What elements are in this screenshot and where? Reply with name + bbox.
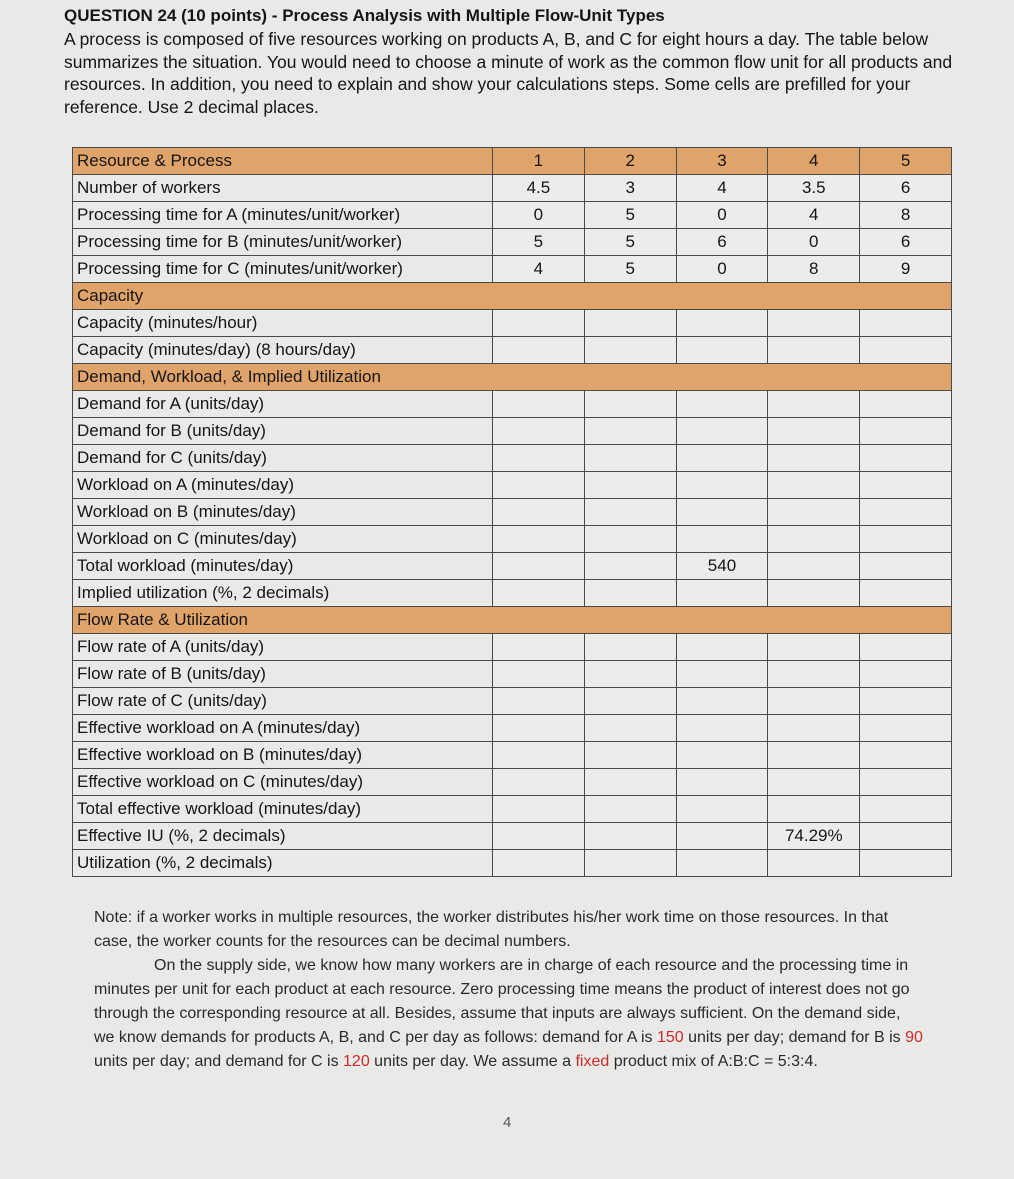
section-header-row — [73, 283, 952, 310]
input-cell[interactable] — [860, 823, 952, 850]
input-cell[interactable] — [860, 472, 952, 499]
table-cell: 5 — [584, 256, 676, 283]
table-row — [73, 850, 952, 877]
table-cell: 3.5 — [768, 175, 860, 202]
input-cell[interactable] — [768, 553, 860, 580]
input-cell[interactable] — [676, 769, 768, 796]
input-cell[interactable] — [676, 742, 768, 769]
table-row — [73, 202, 952, 229]
row-label: Number of workers — [73, 175, 493, 202]
section-header-row — [73, 364, 952, 391]
note-block — [94, 906, 924, 1074]
table-row — [73, 472, 952, 499]
input-cell[interactable] — [584, 634, 676, 661]
row-label: Processing time for A (minutes/unit/worker) — [73, 202, 493, 229]
table-row — [73, 256, 952, 283]
input-cell[interactable] — [768, 418, 860, 445]
input-cell[interactable] — [860, 850, 952, 877]
input-cell[interactable] — [768, 337, 860, 364]
table-row — [73, 229, 952, 256]
input-cell[interactable] — [860, 418, 952, 445]
input-cell[interactable] — [584, 742, 676, 769]
table-cell: 4.5 — [493, 175, 585, 202]
row-label: Total workload (minutes/day) — [73, 553, 493, 580]
input-cell[interactable] — [493, 445, 585, 472]
row-label: Effective workload on C (minutes/day) — [73, 769, 493, 796]
demand-a-value: 150 — [656, 1029, 684, 1046]
header-label: Resource & Process — [73, 148, 493, 175]
input-cell[interactable]: 540 — [676, 553, 768, 580]
row-label: Demand for C (units/day) — [73, 445, 493, 472]
table-cell: 0 — [493, 202, 585, 229]
input-cell[interactable] — [493, 580, 585, 607]
table-row — [73, 769, 952, 796]
input-cell[interactable] — [860, 688, 952, 715]
table-cell: 6 — [676, 229, 768, 256]
row-label: Flow rate of B (units/day) — [73, 661, 493, 688]
question-body: A process is composed of five resources working on products A, B, and C for eight hours a day. The table below summarizes the situation. You would need to choose a minute of work as the common flow unit for all products and resources. In addition, you need to explain and show your calculations steps. Some cells are prefilled for your reference. Use 2 decimal places. — [64, 29, 953, 117]
input-cell[interactable] — [768, 310, 860, 337]
input-cell[interactable] — [493, 310, 585, 337]
header-resource-5: 5 — [860, 148, 952, 175]
input-cell[interactable] — [768, 796, 860, 823]
row-label: Processing time for B (minutes/unit/worker) — [73, 229, 493, 256]
row-label: Implied utilization (%, 2 decimals) — [73, 580, 493, 607]
input-cell[interactable] — [768, 391, 860, 418]
table-cell: 3 — [584, 175, 676, 202]
input-cell[interactable] — [493, 499, 585, 526]
input-cell[interactable] — [768, 769, 860, 796]
table-cell: 8 — [768, 256, 860, 283]
input-cell[interactable] — [493, 688, 585, 715]
table-row — [73, 715, 952, 742]
input-cell[interactable] — [493, 634, 585, 661]
input-cell[interactable] — [676, 661, 768, 688]
input-cell[interactable] — [676, 688, 768, 715]
row-label: Workload on B (minutes/day) — [73, 499, 493, 526]
table-row — [73, 391, 952, 418]
row-label: Demand for A (units/day) — [73, 391, 493, 418]
input-cell[interactable] — [860, 391, 952, 418]
input-cell[interactable] — [584, 661, 676, 688]
table-row — [73, 580, 952, 607]
section-title: Capacity — [73, 283, 952, 310]
input-cell[interactable] — [860, 580, 952, 607]
table-row — [73, 796, 952, 823]
table-row — [73, 310, 952, 337]
table-cell: 5 — [584, 229, 676, 256]
input-cell[interactable] — [676, 472, 768, 499]
fixed-word: fixed — [575, 1053, 610, 1070]
table-cell: 6 — [860, 229, 952, 256]
input-cell[interactable] — [493, 526, 585, 553]
section-header-row — [73, 607, 952, 634]
row-label: Capacity (minutes/day) (8 hours/day) — [73, 337, 493, 364]
input-cell[interactable] — [768, 634, 860, 661]
demand-b-value: 90 — [905, 1029, 923, 1046]
input-cell[interactable] — [493, 418, 585, 445]
row-label: Effective workload on A (minutes/day) — [73, 715, 493, 742]
input-cell[interactable] — [860, 337, 952, 364]
input-cell[interactable] — [493, 391, 585, 418]
row-label: Workload on C (minutes/day) — [73, 526, 493, 553]
note-paragraph-2 — [94, 954, 924, 1074]
input-cell[interactable] — [584, 850, 676, 877]
row-label: Utilization (%, 2 decimals) — [73, 850, 493, 877]
input-cell[interactable] — [860, 634, 952, 661]
section-title: Demand, Workload, & Implied Utilization — [73, 364, 952, 391]
table-cell: 0 — [768, 229, 860, 256]
table-row — [73, 418, 952, 445]
input-cell[interactable] — [584, 553, 676, 580]
input-cell[interactable] — [676, 715, 768, 742]
table-row — [73, 661, 952, 688]
input-cell[interactable] — [676, 580, 768, 607]
row-label: Demand for B (units/day) — [73, 418, 493, 445]
table-row — [73, 634, 952, 661]
input-cell[interactable] — [676, 310, 768, 337]
note-text: units per day. We assume a — [369, 1053, 576, 1070]
input-cell[interactable] — [676, 337, 768, 364]
input-cell[interactable] — [584, 499, 676, 526]
input-cell[interactable] — [768, 850, 860, 877]
section-title: Flow Rate & Utilization — [73, 607, 952, 634]
input-cell[interactable] — [676, 850, 768, 877]
row-label: Capacity (minutes/hour) — [73, 310, 493, 337]
input-cell[interactable] — [493, 850, 585, 877]
table-row — [73, 175, 952, 202]
input-cell[interactable] — [676, 796, 768, 823]
row-label: Flow rate of C (units/day) — [73, 688, 493, 715]
input-cell[interactable] — [584, 526, 676, 553]
input-cell[interactable] — [584, 337, 676, 364]
table-row — [73, 499, 952, 526]
note-text: product mix of A:B:C = 5:3:4. — [609, 1053, 818, 1070]
table-row — [73, 445, 952, 472]
table-cell: 0 — [676, 202, 768, 229]
header-resource-4: 4 — [768, 148, 860, 175]
row-label: Effective workload on B (minutes/day) — [73, 742, 493, 769]
input-cell[interactable] — [860, 499, 952, 526]
input-cell[interactable] — [584, 391, 676, 418]
page-number: 4 — [503, 1114, 512, 1131]
input-cell[interactable] — [676, 499, 768, 526]
input-cell[interactable] — [584, 418, 676, 445]
row-label: Flow rate of A (units/day) — [73, 634, 493, 661]
input-cell[interactable] — [860, 445, 952, 472]
input-cell[interactable] — [860, 661, 952, 688]
question-title: QUESTION 24 (10 points) - Process Analysis with Multiple Flow-Unit Types — [64, 6, 665, 25]
table-cell: 6 — [860, 175, 952, 202]
note-text: units per day; and demand for C is — [94, 1053, 344, 1070]
input-cell[interactable] — [493, 742, 585, 769]
row-label: Workload on A (minutes/day) — [73, 472, 493, 499]
row-label: Processing time for C (minutes/unit/worker) — [73, 256, 493, 283]
table-cell: 5 — [584, 202, 676, 229]
table-row — [73, 526, 952, 553]
input-cell[interactable] — [493, 337, 585, 364]
input-cell[interactable] — [676, 634, 768, 661]
input-cell[interactable] — [768, 688, 860, 715]
table-cell: 4 — [676, 175, 768, 202]
input-cell[interactable] — [584, 823, 676, 850]
input-cell[interactable] — [676, 418, 768, 445]
input-cell[interactable] — [860, 769, 952, 796]
input-cell[interactable] — [493, 823, 585, 850]
input-cell[interactable] — [768, 445, 860, 472]
input-cell[interactable] — [768, 526, 860, 553]
row-label: Total effective workload (minutes/day) — [73, 796, 493, 823]
input-cell[interactable] — [860, 796, 952, 823]
note-text: On the supply side, we know how many workers are in charge of each resource and the processing time in minutes per unit for each product at each resource. Zero processing time means the product of interest does not go through the corresponding resource at all. Besides, assume that inputs are always sufficient. On the demand side, we know demands for products A, B, and C per day as follows: demand for A is — [94, 957, 910, 1046]
table-cell: 5 — [493, 229, 585, 256]
input-cell[interactable] — [860, 310, 952, 337]
table-cell: 9 — [860, 256, 952, 283]
table-row — [73, 688, 952, 715]
table-row — [73, 823, 952, 850]
question-block — [64, 6, 964, 118]
input-cell[interactable] — [676, 526, 768, 553]
input-cell[interactable] — [493, 769, 585, 796]
input-cell[interactable] — [860, 553, 952, 580]
input-cell[interactable] — [493, 553, 585, 580]
input-cell[interactable] — [860, 526, 952, 553]
header-resource-1: 1 — [493, 148, 585, 175]
table-cell: 4 — [493, 256, 585, 283]
table-cell: 4 — [768, 202, 860, 229]
input-cell[interactable] — [584, 310, 676, 337]
input-cell[interactable] — [493, 472, 585, 499]
table-row — [73, 742, 952, 769]
table-row — [73, 553, 952, 580]
input-cell[interactable] — [584, 715, 676, 742]
input-cell[interactable] — [676, 391, 768, 418]
demand-c-value: 120 — [343, 1053, 370, 1070]
input-cell[interactable] — [676, 823, 768, 850]
input-cell[interactable] — [493, 661, 585, 688]
table-row — [73, 337, 952, 364]
row-label: Effective IU (%, 2 decimals) — [73, 823, 493, 850]
input-cell[interactable] — [584, 769, 676, 796]
input-cell[interactable] — [584, 445, 676, 472]
input-cell[interactable] — [860, 742, 952, 769]
table-cell: 0 — [676, 256, 768, 283]
note-text: units per day; demand for B is — [683, 1029, 906, 1046]
input-cell[interactable] — [493, 715, 585, 742]
input-cell[interactable] — [768, 472, 860, 499]
input-cell[interactable] — [768, 742, 860, 769]
table-header-row — [73, 148, 952, 175]
input-cell[interactable] — [584, 688, 676, 715]
input-cell[interactable] — [676, 445, 768, 472]
note-paragraph-1: Note: if a worker works in multiple resources, the worker distributes his/her work time on those resources. In that case, the worker counts for the resources can be decimal numbers. — [94, 909, 889, 950]
input-cell[interactable] — [493, 796, 585, 823]
input-cell[interactable] — [768, 715, 860, 742]
input-cell[interactable] — [584, 472, 676, 499]
input-cell[interactable] — [768, 499, 860, 526]
table-cell: 8 — [860, 202, 952, 229]
input-cell[interactable] — [584, 796, 676, 823]
input-cell[interactable]: 74.29% — [768, 823, 860, 850]
input-cell[interactable] — [768, 661, 860, 688]
input-cell[interactable] — [768, 580, 860, 607]
header-resource-2: 2 — [584, 148, 676, 175]
process-table — [72, 147, 952, 877]
input-cell[interactable] — [860, 715, 952, 742]
header-resource-3: 3 — [676, 148, 768, 175]
input-cell[interactable] — [584, 580, 676, 607]
